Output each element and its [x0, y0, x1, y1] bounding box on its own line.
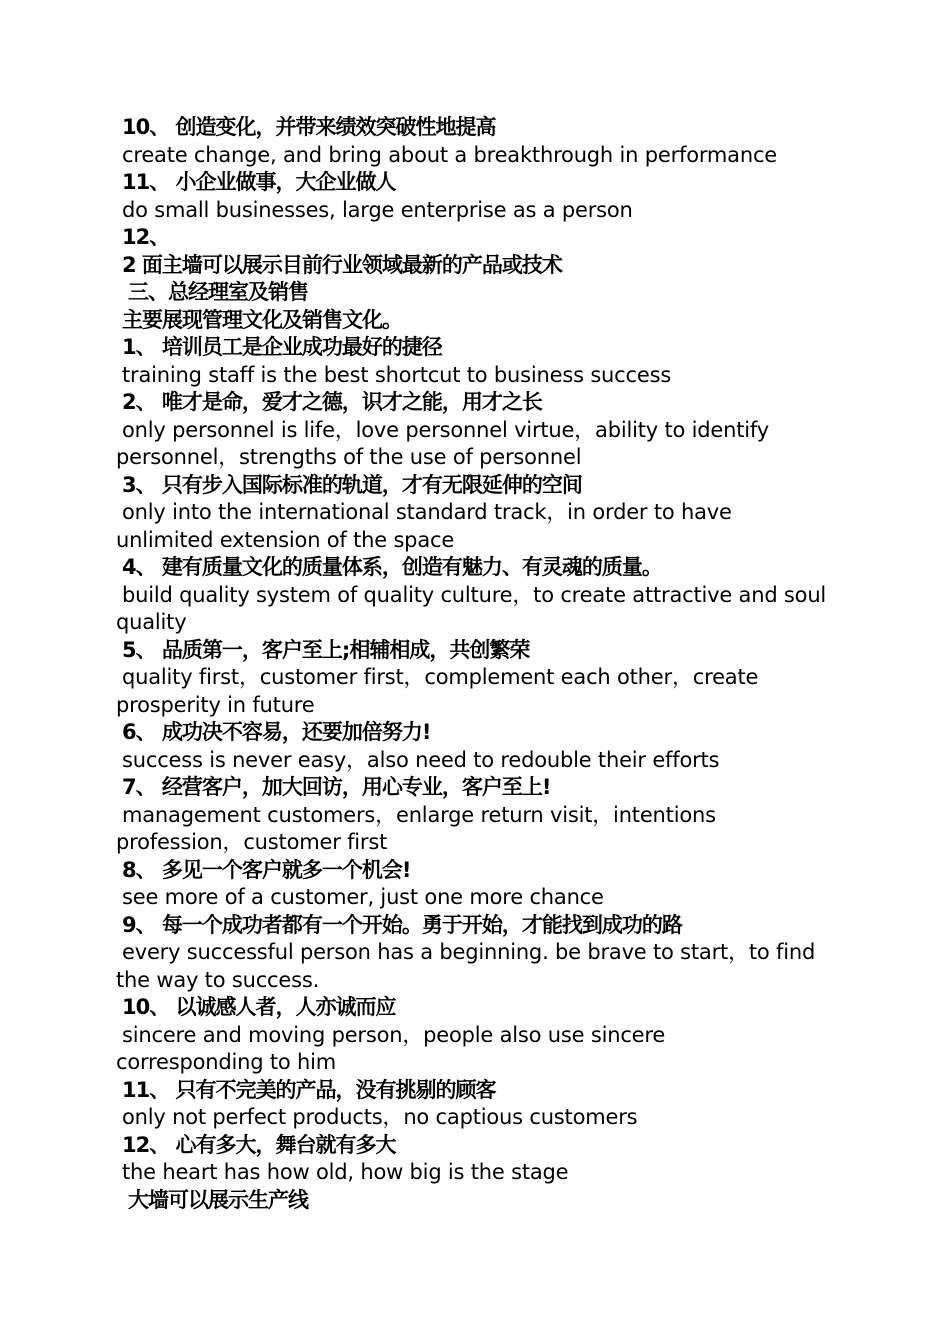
chinese-text-line: 2 面主墙可以展示目前行业领域最新的产品或技术: [122, 252, 562, 277]
chinese-text-line: 3、 只有步入国际标准的轨道，才有无限延伸的空间: [122, 472, 582, 497]
chinese-text-line: 4、 建有质量文化的质量体系，创造有魅力、有灵魂的质量。: [122, 555, 662, 579]
english-text-line: profession，customer first: [116, 830, 388, 854]
english-text-line: every successful person has a beginning. be brave to start，to find: [122, 940, 816, 964]
chinese-text-line: 9、 每一个成功者都有一个开始。勇于开始，才能找到成功的路: [122, 912, 682, 937]
english-text-line: success is never easy，also need to redouble their efforts: [122, 747, 720, 772]
english-text-line: only not perfect products，no captious customers: [122, 1105, 638, 1129]
english-text-line: the heart has how old, how big is the stage: [122, 1160, 569, 1184]
english-text-line: see more of a customer, just one more chance: [122, 885, 604, 909]
chinese-text-line: 主要展现管理文化及销售文化。: [122, 307, 402, 332]
english-text-line: management customers，enlarge return visit，intentions: [122, 802, 716, 827]
english-text-line: prosperity in future: [116, 692, 315, 717]
english-text-line: quality: [116, 610, 187, 634]
chinese-text-line: 11、 小企业做事，大企业做人: [122, 170, 396, 194]
english-text-line: build quality system of quality culture，to create attractive and soul: [122, 582, 827, 607]
document-body: [116, 114, 876, 1214]
chinese-text-line: 11、 只有不完美的产品，没有挑剔的顾客: [122, 1077, 496, 1102]
chinese-text-line: 12、 心有多大，舞台就有多大: [122, 1132, 396, 1157]
chinese-text-line: 8、 多见一个客户就多一个机会!: [122, 857, 411, 882]
chinese-text-line: 三、总经理室及销售: [128, 280, 308, 304]
english-text-line: training staff is the best shortcut to business success: [122, 362, 672, 387]
chinese-text-line: 7、 经营客户，加大回访，用心专业，客户至上!: [122, 775, 551, 799]
english-text-line: do small businesses, large enterprise as a person: [122, 197, 633, 222]
chinese-text-line: 6、 成功决不容易，还要加倍努力!: [122, 720, 431, 744]
english-text-line: unlimited extension of the space: [116, 527, 455, 552]
chinese-text-line: 10、 创造变化，并带来绩效突破性地提高: [122, 115, 496, 139]
english-text-line: corresponding to him: [116, 1050, 337, 1074]
chinese-text-line: 12、: [122, 225, 170, 249]
english-text-line: sincere and moving person，people also use sincere: [122, 1022, 666, 1047]
english-text-line: personnel，strengths of the use of personnel: [116, 445, 582, 469]
chinese-text-line: 5、 品质第一，客户至上;相辅相成，共创繁荣: [122, 637, 530, 662]
chinese-text-line: 大墙可以展示生产线: [128, 1187, 308, 1212]
english-text-line: only into the international standard track，in order to have: [122, 500, 732, 524]
chinese-text-line: 2、 唯才是命，爱才之德，识才之能，用才之长: [122, 390, 542, 414]
english-text-line: quality first，customer first，complement each other，create: [122, 665, 759, 689]
chinese-text-line: 10、 以诚感人者，人亦诚而应: [122, 995, 396, 1019]
english-text-line: the way to success.: [116, 967, 320, 992]
english-text-line: only personnel is life，love personnel virtue，ability to identify: [122, 417, 769, 442]
chinese-text-line: 1、 培训员工是企业成功最好的捷径: [122, 335, 442, 359]
english-text-line: create change, and bring about a breakthrough in performance: [122, 142, 778, 167]
